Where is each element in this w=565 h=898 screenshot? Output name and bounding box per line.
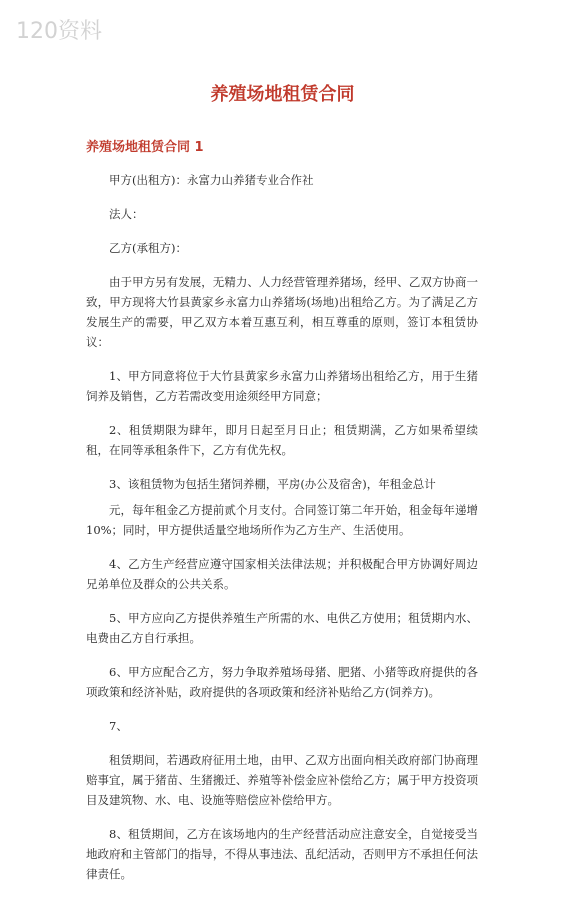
clause-3-continued: 元，每年租金乙方提前贰个月支付。合同签订第二年开始，租金每年递增10%；同时，甲方提供适量空地场所作为乙方生产、生活使用。 [86, 503, 478, 537]
clause-8: 8、租赁期间，乙方在该场地内的生产经营活动应注意安全，自觉接受当地政府和主管部门的指导，不得从事违法、乱纪活动，否则甲方不承担任何法律责任。 [86, 827, 478, 881]
preamble-paragraph: 由于甲方另有发展，无精力、人力经营管理养猪场，经甲、乙双方协商一致，甲方现将大竹县黄家乡永富力山养猪场(场地)出租给乙方。为了满足乙方发展生产的需要，甲乙双方本着互惠互利，相互尊重的原则，签订本租赁协议： [86, 275, 478, 349]
clause-3: 3、该租赁物为包括生猪饲养棚，平房(办公及宿舍)，年租金总计 [109, 477, 436, 491]
clause-1: 1、甲方同意将位于大竹县黄家乡永富力山养猪场出租给乙方，用于生猪饲养及销售，乙方若需改变用途须经甲方同意； [86, 369, 478, 403]
party-a-line: 甲方(出租方)：永富力山养猪专业合作社 [109, 173, 314, 187]
clause-2: 2、租赁期限为肆年，即月日起至月日止；租赁期满，乙方如果希望续租，在同等承租条件下，乙方有优先权。 [86, 423, 478, 457]
section-heading: 养殖场地租赁合同 1 [86, 140, 204, 155]
clause-5: 5、甲方应向乙方提供养殖生产所需的水、电供乙方使用；租赁期内水、电费由乙方自行承担。 [86, 611, 478, 645]
contract-body [86, 170, 478, 898]
clause-6: 6、甲方应配合乙方，努力争取养殖场母猪、肥猪、小猪等政府提供的各项政策和经济补贴，政府提供的各项政策和经济补贴给乙方(饲养方)。 [86, 665, 478, 699]
document-title: 养殖场地租赁合同 [210, 84, 355, 105]
clause-7: 7、 [109, 719, 128, 733]
legal-person-line: 法人： [109, 207, 144, 221]
watermark-logo: 120资料 [16, 19, 102, 44]
party-b-line: 乙方(承租方)： [109, 241, 187, 255]
clause-4: 4、乙方生产经营应遵守国家相关法律法规；并积极配合甲方协调好周边兄弟单位及群众的公共关系。 [86, 557, 478, 591]
clause-7-body: 租赁期间，若遇政府征用土地，由甲、乙双方出面向相关政府部门协商理赔事宜，属于猪苗、生猪搬迁、养殖等补偿金应补偿给乙方；属于甲方投资项目及建筑物、水、电、设施等赔偿应补偿给甲方。 [86, 753, 478, 807]
